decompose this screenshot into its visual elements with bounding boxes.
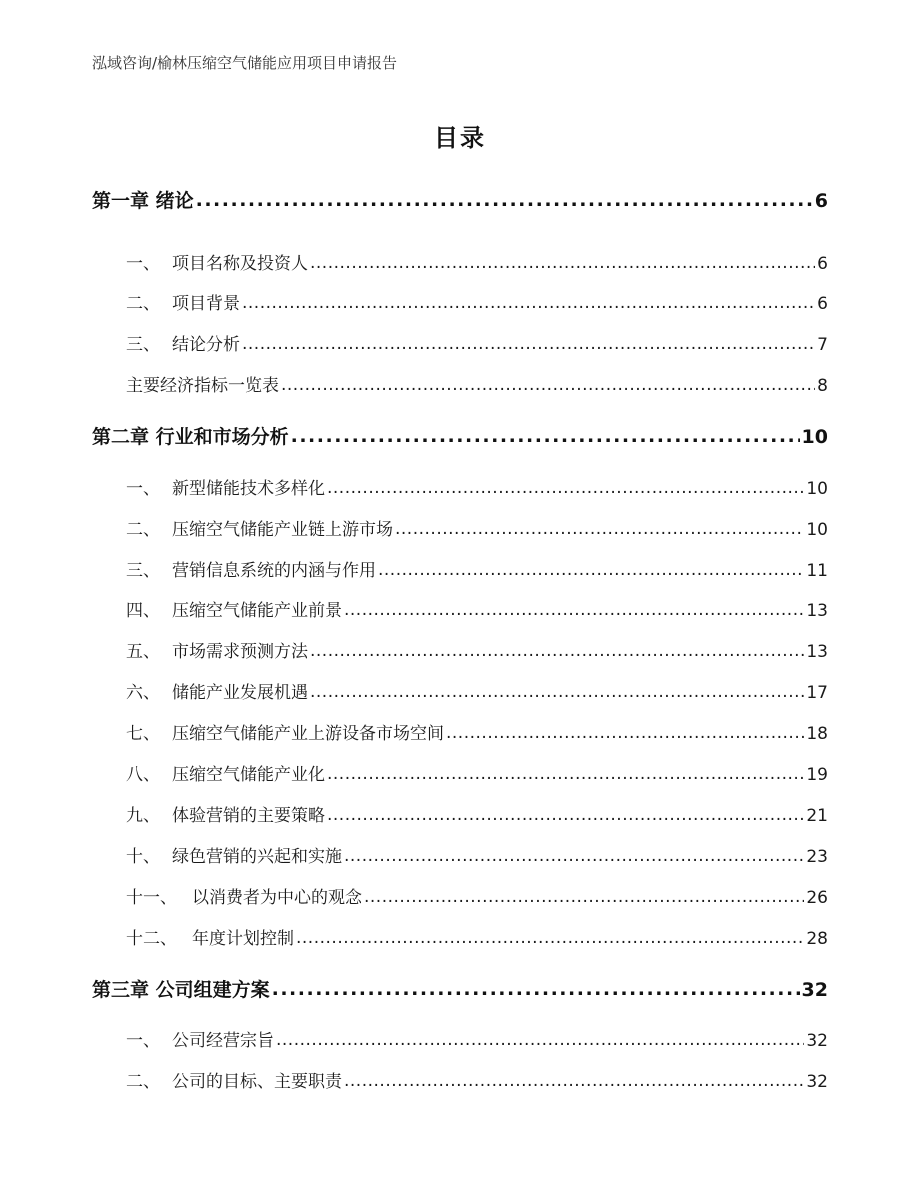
toc-section-entry[interactable] (126, 474, 828, 499)
toc-section-entry[interactable] (126, 760, 828, 785)
toc-section-entry[interactable] (126, 842, 828, 867)
toc-dot-leader (310, 682, 804, 702)
toc-entry-title: 第二章 行业和市场分析 (92, 426, 289, 448)
toc-entry-number: 十、 (126, 847, 160, 867)
toc-entry-title: 压缩空气储能产业链上游市场 (172, 520, 393, 540)
toc-page-number: 13 (806, 601, 828, 621)
toc-section-entry[interactable] (126, 801, 828, 826)
toc-dot-leader (327, 805, 804, 825)
toc-dot-leader (446, 723, 804, 743)
toc-entry-title: 市场需求预测方法 (172, 642, 308, 662)
toc-entry-number: 二、 (126, 294, 160, 314)
toc-section-entry[interactable] (126, 719, 828, 744)
toc-page-number: 26 (806, 888, 828, 908)
toc-dot-leader (242, 334, 815, 354)
toc-entry-number: 十一、 (126, 888, 177, 908)
toc-page-number: 6 (817, 254, 828, 274)
toc-page-number: 17 (806, 683, 828, 703)
toc-entry-title: 项目名称及投资人 (172, 254, 308, 274)
toc-section-entry[interactable] (126, 596, 828, 621)
toc-entry-title: 绿色营销的兴起和实施 (172, 847, 342, 867)
toc-entry-title: 新型储能技术多样化 (172, 479, 325, 499)
toc-page-number: 32 (806, 1072, 828, 1092)
toc-chapter-entry[interactable] (92, 186, 828, 213)
toc-entry-number: 三、 (126, 561, 160, 581)
toc-entry-title: 公司经营宗旨 (172, 1031, 274, 1051)
toc-page-number: 10 (801, 426, 828, 448)
toc-dot-leader (344, 846, 804, 866)
toc-entry-number: 一、 (126, 254, 160, 274)
toc-dot-leader (364, 887, 804, 907)
toc-section-entry[interactable] (126, 924, 828, 949)
toc-dot-leader (310, 641, 804, 661)
toc-page-number: 6 (814, 190, 828, 212)
toc-page-number: 10 (806, 520, 828, 540)
toc-dot-leader (291, 425, 800, 447)
toc-dot-leader (196, 189, 813, 211)
toc-dot-leader (272, 978, 800, 1000)
toc-chapter-entry[interactable] (92, 975, 828, 1002)
toc-section-entry[interactable] (126, 515, 828, 540)
toc-entry-number: 五、 (126, 642, 160, 662)
toc-page-number: 32 (801, 979, 828, 1001)
toc-entry-number: 三、 (126, 335, 160, 355)
toc-entry-number: 八、 (126, 765, 160, 785)
toc-page-number: 19 (806, 765, 828, 785)
toc-entry-title: 结论分析 (172, 335, 240, 355)
toc-page-number: 7 (817, 335, 828, 355)
toc-page-number: 32 (806, 1031, 828, 1051)
toc-entry-title: 第三章 公司组建方案 (92, 979, 270, 1001)
toc-dot-leader (310, 253, 815, 273)
toc-section-entry[interactable] (126, 330, 828, 355)
toc-entry-title: 营销信息系统的内涵与作用 (172, 561, 376, 581)
toc-dot-leader (344, 1071, 804, 1091)
toc-section-entry[interactable] (126, 249, 828, 274)
toc-section-entry[interactable] (126, 883, 828, 908)
toc-entry-number: 一、 (126, 479, 160, 499)
toc-entry-number: 二、 (126, 520, 160, 540)
toc-section-entry[interactable] (126, 1067, 828, 1092)
toc-dot-leader (296, 928, 804, 948)
toc-page-number: 13 (806, 642, 828, 662)
toc-section-entry[interactable] (126, 371, 828, 396)
toc-entry-title: 压缩空气储能产业前景 (172, 601, 342, 621)
toc-entry-title: 体验营销的主要策略 (172, 806, 325, 826)
toc-page-number: 21 (806, 806, 828, 826)
toc-entry-title: 压缩空气储能产业化 (172, 765, 325, 785)
toc-section-entry[interactable] (126, 637, 828, 662)
toc-page-number: 8 (817, 376, 828, 396)
toc-dot-leader (276, 1030, 804, 1050)
toc-page-number: 6 (817, 294, 828, 314)
toc-entry-number: 九、 (126, 806, 160, 826)
toc-entry-number: 十二、 (126, 929, 177, 949)
toc-section-entry[interactable] (126, 289, 828, 314)
toc-section-entry[interactable] (126, 678, 828, 703)
toc-entry-number: 七、 (126, 724, 160, 744)
toc-entry-title: 年度计划控制 (192, 929, 294, 949)
toc-dot-leader (242, 293, 815, 313)
toc-page-number: 18 (806, 724, 828, 744)
toc-chapter-entry[interactable] (92, 422, 828, 449)
toc-entry-title: 第一章 绪论 (92, 190, 194, 212)
toc-dot-leader (395, 519, 804, 539)
toc-page-number: 11 (806, 561, 828, 581)
toc-entry-number: 一、 (126, 1031, 160, 1051)
toc-section-entry[interactable] (126, 556, 828, 581)
toc-entry-title: 以消费者为中心的观念 (192, 888, 362, 908)
toc-dot-leader (344, 600, 804, 620)
toc-entry-title: 项目背景 (172, 294, 240, 314)
toc-page-number: 10 (806, 479, 828, 499)
toc-title: 目录 (434, 124, 486, 152)
toc-page-number: 23 (806, 847, 828, 867)
toc-page-number: 28 (806, 929, 828, 949)
toc-dot-leader (327, 478, 804, 498)
toc-dot-leader (378, 560, 804, 580)
toc-dot-leader (327, 764, 804, 784)
toc-entry-title: 储能产业发展机遇 (172, 683, 308, 703)
toc-dot-leader (281, 375, 815, 395)
toc-entry-number: 四、 (126, 601, 160, 621)
page-header: 泓域咨询/榆林压缩空气储能应用项目申请报告 (92, 54, 398, 72)
toc-entry-title: 公司的目标、主要职责 (172, 1072, 342, 1092)
toc-entry-number: 六、 (126, 683, 160, 703)
toc-entry-number: 二、 (126, 1072, 160, 1092)
toc-entry-title: 压缩空气储能产业上游设备市场空间 (172, 724, 444, 744)
toc-entry-title: 主要经济指标一览表 (126, 376, 279, 396)
toc-section-entry[interactable] (126, 1026, 828, 1051)
